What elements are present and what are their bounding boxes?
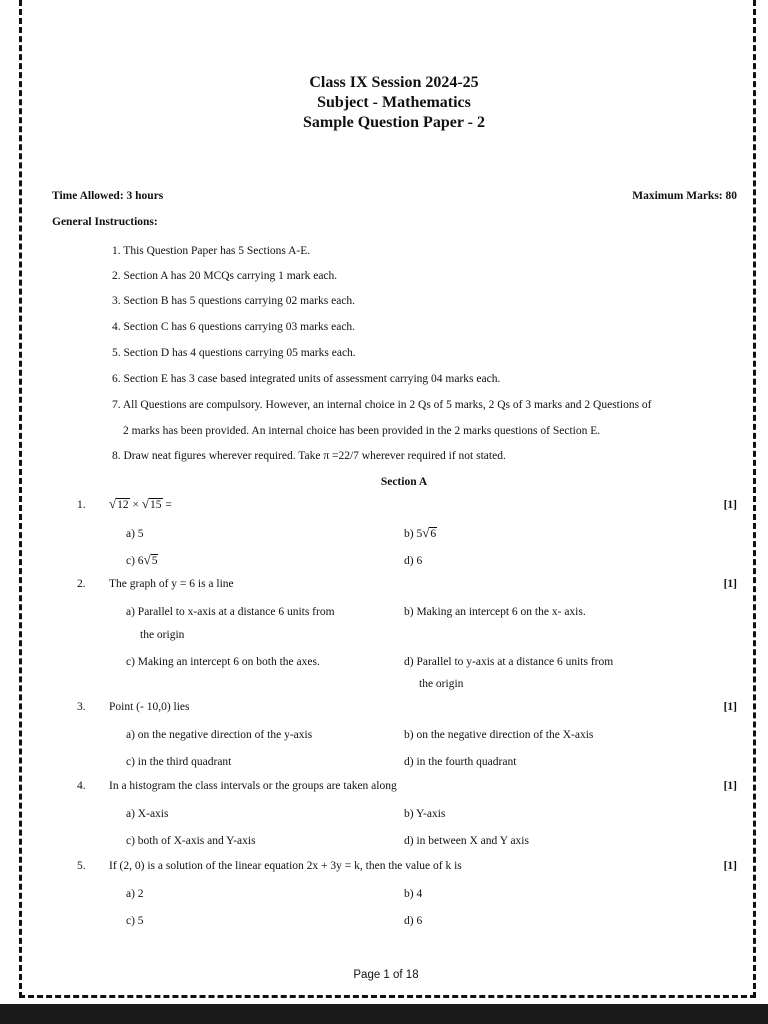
header-subject: Subject - Mathematics (317, 94, 471, 111)
radicand: 15 (150, 499, 162, 511)
instruction-item: 3. Section B has 5 questions carrying 02 marks each. (112, 295, 356, 307)
radicand: 5 (151, 555, 158, 567)
question-number: 2. (77, 578, 86, 590)
question-mark: [1] (723, 701, 737, 713)
question-number: 1. (77, 499, 86, 511)
option-b: b) 4 (404, 888, 423, 900)
question-number: 5. (77, 860, 86, 872)
instruction-item: 1. This Question Paper has 5 Sections A-E. (112, 245, 311, 257)
option-d: d) Parallel to y-axis at a distance 6 units from (404, 656, 614, 668)
instruction-item: 8. Draw neat figures wherever required. Take π =22/7 wherever required if not stated. (112, 450, 506, 462)
option-b: b) Y-axis (404, 808, 446, 820)
instruction-item: 4. Section C has 6 questions carrying 03 marks each. (112, 321, 356, 333)
option-c-prefix: c) 6 (126, 555, 144, 567)
option-b: b) Making an intercept 6 on the x- axis. (404, 606, 586, 618)
question-mark: [1] (723, 578, 737, 590)
radicand: 6 (430, 528, 437, 540)
option-a: a) X-axis (126, 808, 169, 820)
instruction-item: 5. Section D has 4 questions carrying 05 marks each. (112, 347, 356, 359)
times-symbol: × (132, 499, 140, 511)
radical-icon: √ (109, 496, 117, 511)
option-b (404, 525, 437, 541)
instruction-item: 7. All Questions are compulsory. However, an internal choice in 2 Qs of 5 marks, 2 Qs of 3 marks and 2 Questions of (112, 399, 652, 411)
question-number: 3. (77, 701, 86, 713)
option-d: d) 6 (404, 915, 423, 927)
maximum-marks: Maximum Marks: 80 (632, 190, 737, 202)
instruction-item: 6. Section E has 3 case based integrated units of assessment carrying 04 marks each. (112, 373, 501, 385)
radicand: 12 (117, 499, 129, 511)
option-d: d) in the fourth quadrant (404, 756, 517, 768)
square-root-expression (142, 496, 163, 512)
option-a: a) 5 (126, 528, 144, 540)
header-paper-title: Sample Question Paper - 2 (303, 114, 485, 131)
equals-symbol: = (165, 499, 172, 511)
option-a: a) 2 (126, 888, 144, 900)
question-text: If (2, 0) is a solution of the linear equation 2x + 3y = k, then the value of k is (109, 860, 462, 872)
option-a: a) on the negative direction of the y-axis (126, 729, 313, 741)
page-number: Page 1 of 18 (353, 969, 419, 981)
header-class-session: Class IX Session 2024-25 (309, 74, 479, 91)
instruction-item: 2. Section A has 20 MCQs carrying 1 mark each. (112, 270, 338, 282)
option-d-continued: the origin (419, 678, 464, 690)
option-b-prefix: b) 5 (404, 528, 423, 540)
option-c: c) 5 (126, 915, 144, 927)
option-d: d) 6 (404, 555, 423, 567)
question-mark: [1] (723, 499, 737, 511)
question-text: In a histogram the class intervals or the groups are taken along (109, 780, 397, 792)
question-text: Point (- 10,0) lies (109, 701, 190, 713)
instruction-item-continued: 2 marks has been provided. An internal choice has been provided in the 2 marks questions of Section E. (123, 425, 601, 437)
option-a: a) Parallel to x-axis at a distance 6 units from (126, 606, 335, 618)
viewer-bottom-bar (0, 1004, 768, 1024)
question-text: The graph of y = 6 is a line (109, 578, 234, 590)
option-c (126, 552, 158, 568)
option-b: b) on the negative direction of the X-axis (404, 729, 594, 741)
question-text (109, 496, 172, 512)
time-allowed: Time Allowed: 3 hours (52, 190, 164, 202)
question-mark: [1] (723, 860, 737, 872)
square-root-expression (109, 496, 130, 512)
option-c: c) Making an intercept 6 on both the axes. (126, 656, 320, 668)
option-c: c) in the third quadrant (126, 756, 232, 768)
question-mark: [1] (723, 780, 737, 792)
question-number: 4. (77, 780, 86, 792)
option-c: c) both of X-axis and Y-axis (126, 835, 256, 847)
general-instructions-heading: General Instructions: (52, 216, 158, 228)
radical-icon: √ (141, 496, 150, 511)
radical-icon: √ (143, 552, 151, 567)
section-a-heading: Section A (380, 476, 428, 488)
option-d: d) in between X and Y axis (404, 835, 529, 847)
radical-icon: √ (422, 525, 430, 540)
option-a-continued: the origin (140, 629, 185, 641)
